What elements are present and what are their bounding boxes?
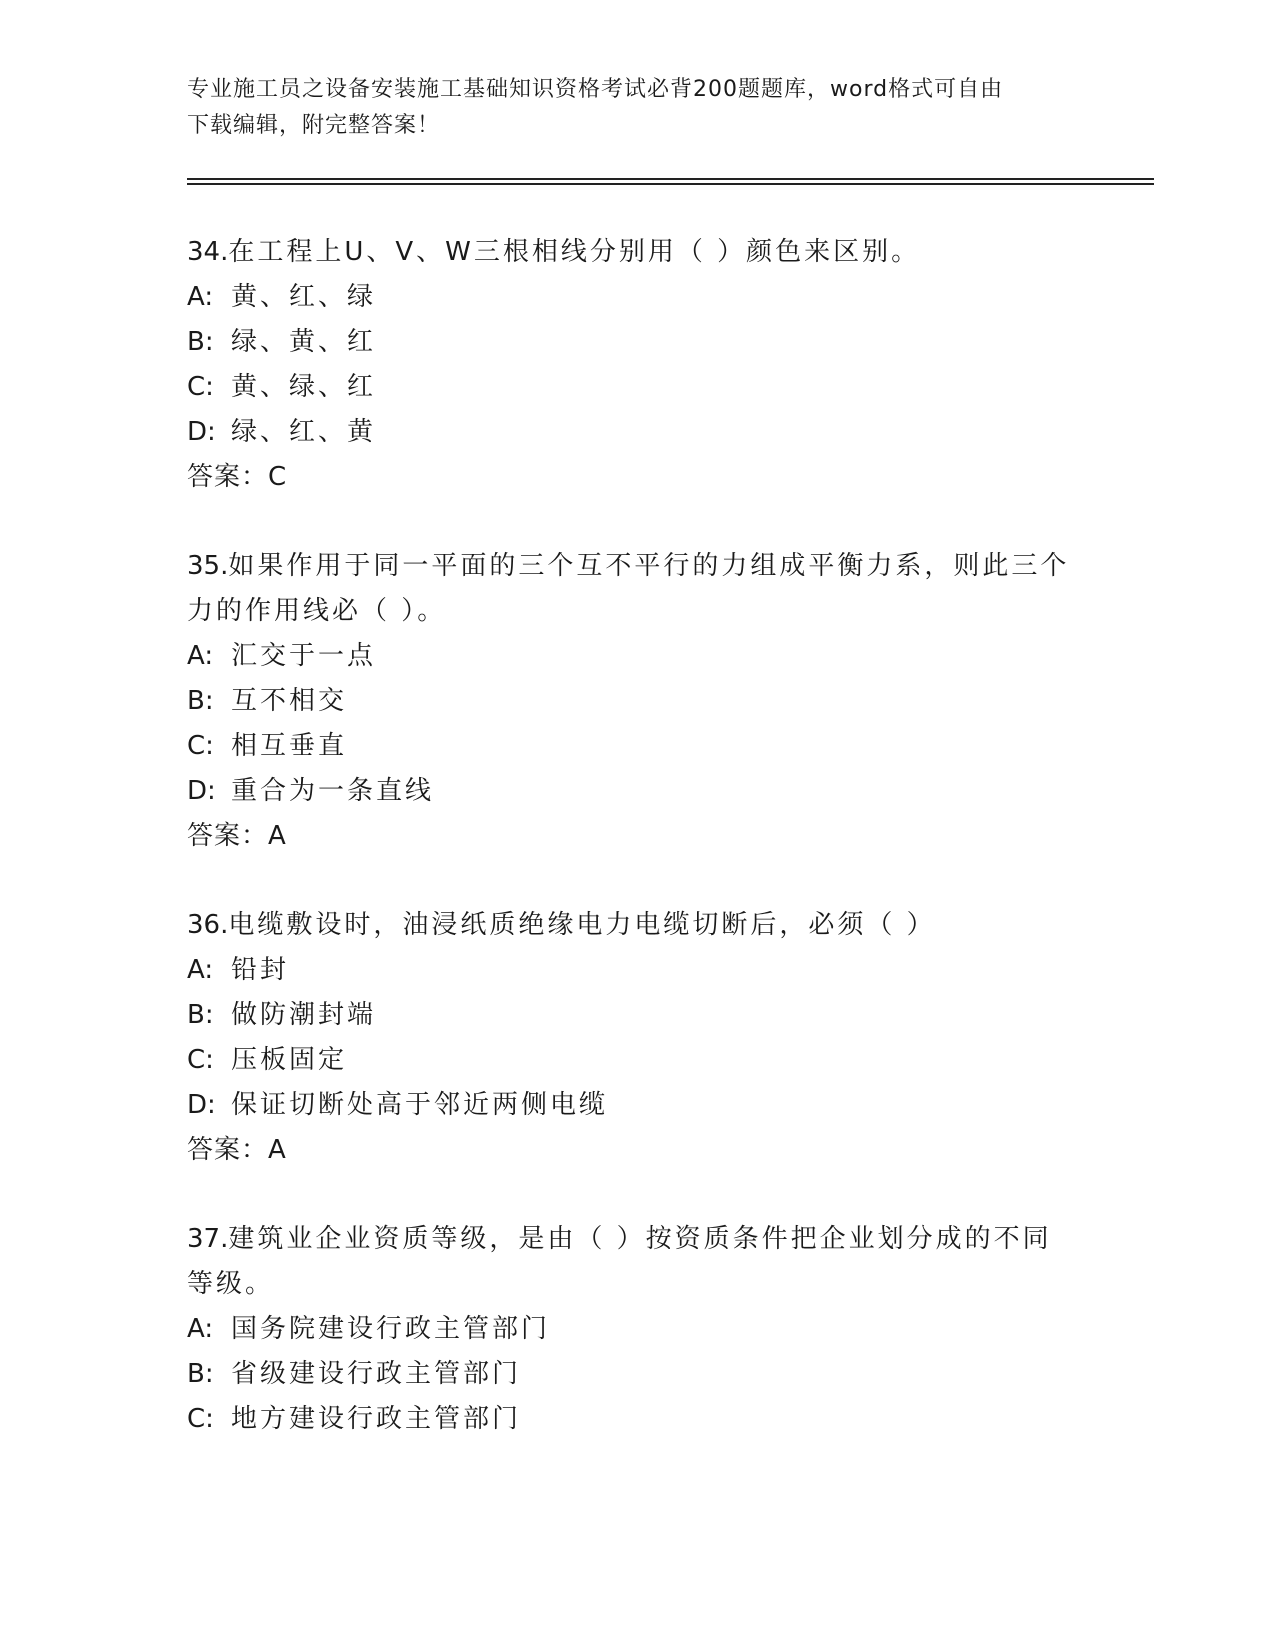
question-text-line1: 建筑业企业资质等级，是由（ ）按资质条件把企业划分成的不同 xyxy=(228,1224,1052,1254)
header-title-line1: 专业施工员之设备安装施工基础知识资格考试必背200题题库，word格式可自由 xyxy=(187,77,1004,102)
option-a xyxy=(187,275,1087,320)
option-text: 保证切断处高于邻近两侧电缆 xyxy=(231,1090,609,1120)
option-letter: A: xyxy=(187,955,214,985)
question-36 xyxy=(187,903,1087,1173)
option-d xyxy=(187,769,1087,814)
question-37 xyxy=(187,1217,1087,1442)
question-34 xyxy=(187,230,1087,500)
option-c xyxy=(187,1397,1087,1442)
option-text: 做防潮封端 xyxy=(231,1000,377,1030)
option-a xyxy=(187,948,1087,993)
answer-line: 答案：A xyxy=(187,821,287,851)
option-text: 相互垂直 xyxy=(231,731,348,761)
question-number: 37. xyxy=(187,1224,229,1254)
option-letter: B: xyxy=(187,1000,214,1030)
option-letter: D: xyxy=(187,417,216,447)
option-letter: C: xyxy=(187,1404,214,1434)
option-text: 重合为一条直线 xyxy=(231,776,435,806)
answer-line: 答案：A xyxy=(187,1135,287,1165)
question-35 xyxy=(187,544,1087,859)
option-c xyxy=(187,724,1087,769)
option-text: 绿、红、黄 xyxy=(231,417,377,447)
option-c xyxy=(187,365,1087,410)
option-text: 压板固定 xyxy=(231,1045,348,1075)
option-b xyxy=(187,320,1087,365)
question-text-line2: 力的作用线必（ ）。 xyxy=(187,596,447,626)
question-number: 34. xyxy=(187,237,229,267)
option-b xyxy=(187,993,1087,1038)
option-letter: A: xyxy=(187,282,214,312)
option-letter: C: xyxy=(187,731,214,761)
option-text: 国务院建设行政主管部门 xyxy=(231,1314,551,1344)
option-text: 省级建设行政主管部门 xyxy=(231,1359,522,1389)
option-text: 互不相交 xyxy=(231,686,348,716)
option-d xyxy=(187,410,1087,455)
option-letter: D: xyxy=(187,776,216,806)
option-b xyxy=(187,679,1087,724)
option-letter: D: xyxy=(187,1090,216,1120)
question-number: 35. xyxy=(187,551,229,581)
question-text-line2: 等级。 xyxy=(187,1269,275,1299)
option-text: 汇交于一点 xyxy=(231,641,377,671)
option-letter: A: xyxy=(187,1314,214,1344)
option-text: 绿、黄、红 xyxy=(231,327,377,357)
question-stem xyxy=(187,544,1087,589)
question-number: 36. xyxy=(187,910,229,940)
header-title-line2: 下载编辑，附完整答案！ xyxy=(187,113,441,138)
header-divider-bottom xyxy=(187,183,1154,185)
option-text: 黄、红、绿 xyxy=(231,282,377,312)
option-b xyxy=(187,1352,1087,1397)
option-a xyxy=(187,1307,1087,1352)
question-text-line1: 电缆敷设时，油浸纸质绝缘电力电缆切断后，必须（ ） xyxy=(228,910,936,940)
option-letter: C: xyxy=(187,1045,214,1075)
option-text: 铅封 xyxy=(231,955,290,985)
option-a xyxy=(187,634,1087,679)
option-text: 黄、绿、红 xyxy=(231,372,377,402)
answer-line: 答案：C xyxy=(187,462,288,492)
option-text: 地方建设行政主管部门 xyxy=(231,1404,522,1434)
option-letter: B: xyxy=(187,686,214,716)
option-letter: B: xyxy=(187,1359,214,1389)
option-d xyxy=(187,1083,1087,1128)
question-stem xyxy=(187,903,1087,948)
question-text-line1: 如果作用于同一平面的三个互不平行的力组成平衡力系，则此三个 xyxy=(228,551,1070,581)
option-letter: B: xyxy=(187,327,214,357)
question-stem xyxy=(187,230,1087,275)
option-letter: C: xyxy=(187,372,214,402)
document-header xyxy=(187,72,1067,144)
option-c xyxy=(187,1038,1087,1083)
header-divider-top xyxy=(187,178,1154,180)
question-list xyxy=(187,230,1087,1486)
question-stem xyxy=(187,1217,1087,1262)
question-text-line1: 在工程上U、V、W三根相线分别用（ ）颜色来区别。 xyxy=(228,237,921,267)
option-letter: A: xyxy=(187,641,214,671)
